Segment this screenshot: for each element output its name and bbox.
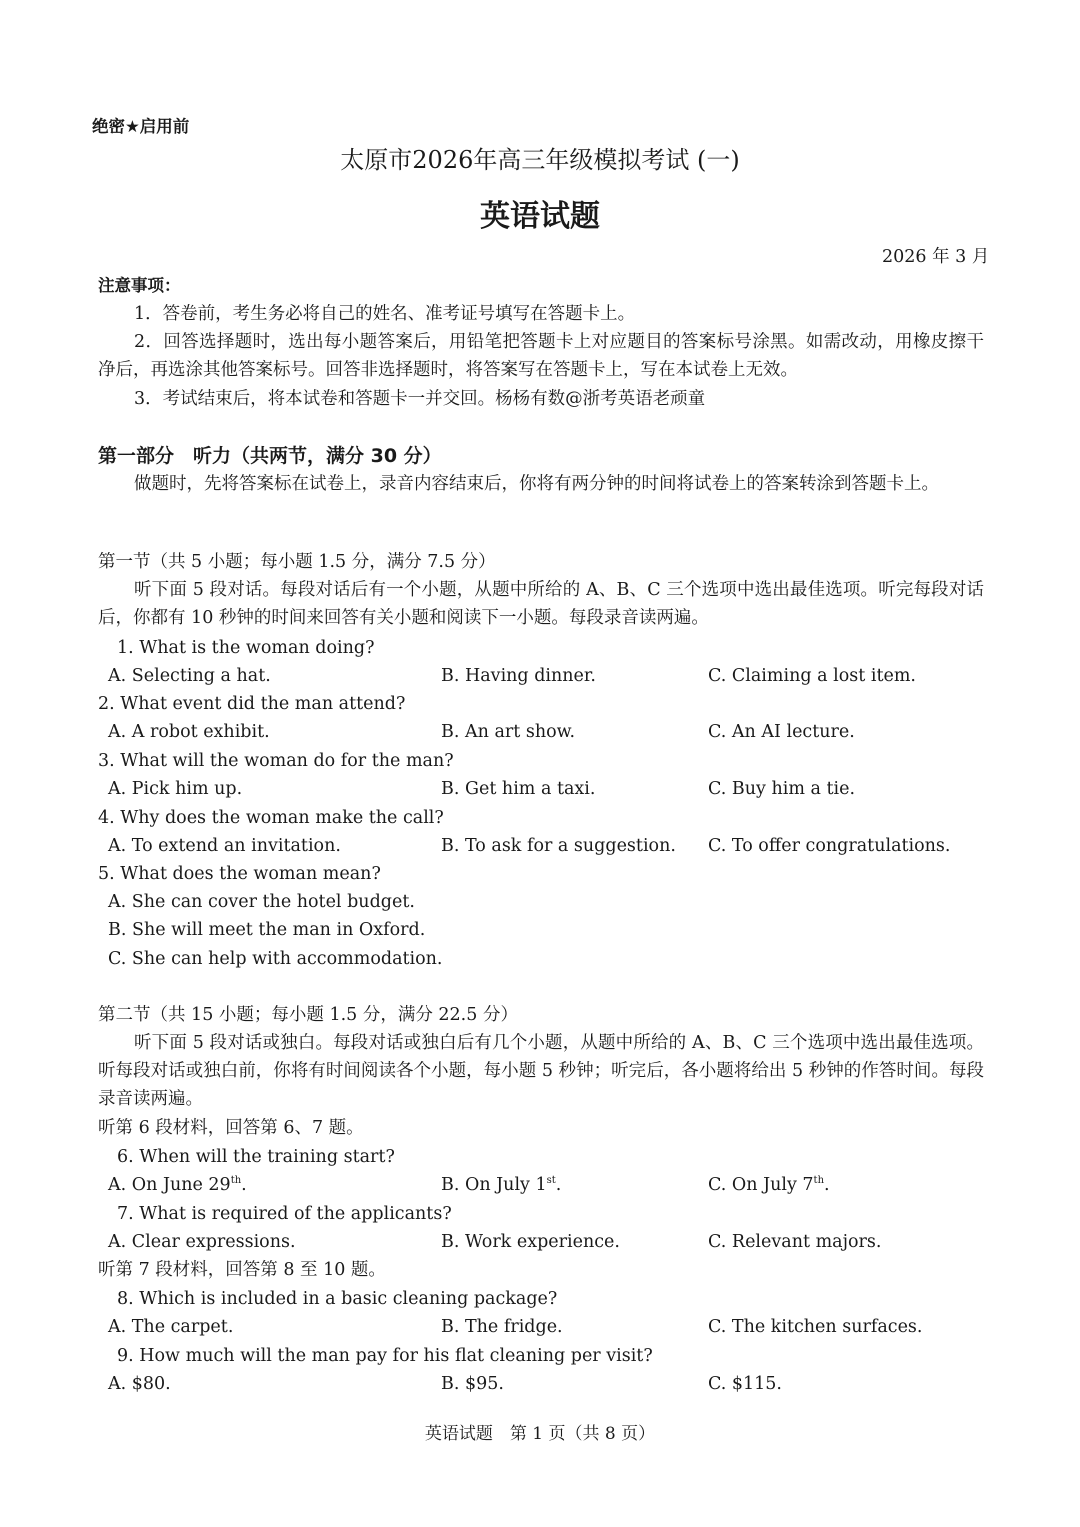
question-7-option-b: B. Work experience.: [441, 1232, 620, 1252]
question-5-option-a: A. She can cover the hotel budget.: [108, 892, 415, 912]
question-3-option-c: C. Buy him a tie.: [708, 779, 856, 799]
question-3-stem: 3. What will the woman do for the man?: [98, 751, 454, 771]
notice-item-1: 1．答卷前，考生务必将自己的姓名、准考证号填写在答题卡上。: [134, 304, 636, 324]
question-5-stem: 5. What does the woman mean?: [98, 864, 381, 884]
page-footer: 英语试题 第 1 页（共 8 页）: [424, 1424, 656, 1444]
material-7-label: 听第 7 段材料，回答第 8 至 10 题。: [98, 1260, 386, 1280]
question-7-option-c: C. Relevant majors.: [708, 1232, 882, 1252]
question-6-option-a: A. On June 29th.: [108, 1175, 247, 1195]
question-2-stem: 2. What event did the man attend?: [98, 694, 406, 714]
question-8-option-a: A. The carpet.: [108, 1317, 234, 1337]
question-6-stem: 6. When will the training start?: [117, 1147, 395, 1167]
question-3-option-a: A. Pick him up.: [108, 779, 243, 799]
material-6-label: 听第 6 段材料，回答第 6、7 题。: [98, 1118, 364, 1138]
question-2-option-b: B. An art show.: [441, 722, 576, 742]
section1-heading: 第一节（共 5 小题；每小题 1.5 分，满分 7.5 分）: [98, 552, 496, 572]
notice-heading: 注意事项：: [98, 276, 181, 295]
notice-item-3: 3．考试结束后，将本试卷和答题卡一并交回。杨杨有数@浙考英语老顽童: [134, 389, 706, 409]
section2-heading: 第二节（共 15 小题；每小题 1.5 分，满分 22.5 分）: [98, 1005, 518, 1025]
question-1-option-b: B. Having dinner.: [441, 666, 596, 686]
exam-date: 2026 年 3 月: [882, 247, 990, 267]
secret-mark: 绝密★启用前: [92, 117, 190, 136]
question-5-option-c: C. She can help with accommodation.: [108, 949, 443, 969]
part1-instructions: 做题时，先将答案标在试卷上，录音内容结束后，你将有两分钟的时间将试卷上的答案转涂到答题卡上。: [134, 474, 939, 494]
question-7-stem: 7. What is required of the applicants?: [117, 1204, 452, 1224]
question-8-stem: 8. Which is included in a basic cleaning package?: [117, 1289, 558, 1309]
subject-title: 英语试题: [480, 199, 600, 234]
exam-title: 太原市2026年高三年级模拟考试 (一): [340, 146, 740, 174]
question-4-option-c: C. To offer congratulations.: [708, 836, 951, 856]
question-9-option-b: B. $95.: [441, 1374, 504, 1394]
part1-heading: 第一部分 听力（共两节，满分 30 分）: [98, 445, 442, 467]
question-6-option-b: B. On July 1st.: [441, 1175, 562, 1195]
question-3-option-b: B. Get him a taxi.: [441, 779, 596, 799]
question-9-stem: 9. How much will the man pay for his flat cleaning per visit?: [117, 1346, 653, 1366]
question-2-option-a: A. A robot exhibit.: [108, 722, 270, 742]
question-9-option-a: A. $80.: [108, 1374, 171, 1394]
notice-item-2: 2．回答选择题时，选出每小题答案后，用铅笔把答题卡上对应题目的答案标号涂黑。如需改动，用橡皮擦干净后，再选涂其他答案标号。回答非选择题时，将答案写在答题卡上，写在本试卷上无效。: [98, 332, 984, 380]
question-8-option-b: B. The fridge.: [441, 1317, 563, 1337]
question-8-option-c: C. The kitchen surfaces.: [708, 1317, 923, 1337]
question-9-option-c: C. $115.: [708, 1374, 782, 1394]
question-1-option-c: C. Claiming a lost item.: [708, 666, 916, 686]
question-4-option-b: B. To ask for a suggestion.: [441, 836, 676, 856]
question-2-option-c: C. An AI lecture.: [708, 722, 855, 742]
question-5-option-b: B. She will meet the man in Oxford.: [108, 920, 426, 940]
section2-instructions: 听下面 5 段对话或独白。每段对话或独白后有几个小题，从题中所给的 A、B、C 三个选项中选出最佳选项。听每段对话或独白前，你将有时间阅读各个小题，每小题 5 秒钟；听完后，各小题将给出 5 秒钟的作答时间。每段录音读两遍。: [98, 1033, 984, 1109]
question-1-stem: 1. What is the woman doing?: [117, 638, 375, 658]
question-4-option-a: A. To extend an invitation.: [108, 836, 341, 856]
question-7-option-a: A. Clear expressions.: [108, 1232, 296, 1252]
question-6-option-c: C. On July 7th.: [708, 1175, 830, 1195]
question-1-option-a: A. Selecting a hat.: [108, 666, 271, 686]
question-4-stem: 4. Why does the woman make the call?: [98, 808, 444, 828]
section1-instructions: 听下面 5 段对话。每段对话后有一个小题，从题中所给的 A、B、C 三个选项中选出最佳选项。听完每段对话后，你都有 10 秒钟的时间来回答有关小题和阅读下一小题。每段录音读两遍。: [98, 580, 984, 628]
